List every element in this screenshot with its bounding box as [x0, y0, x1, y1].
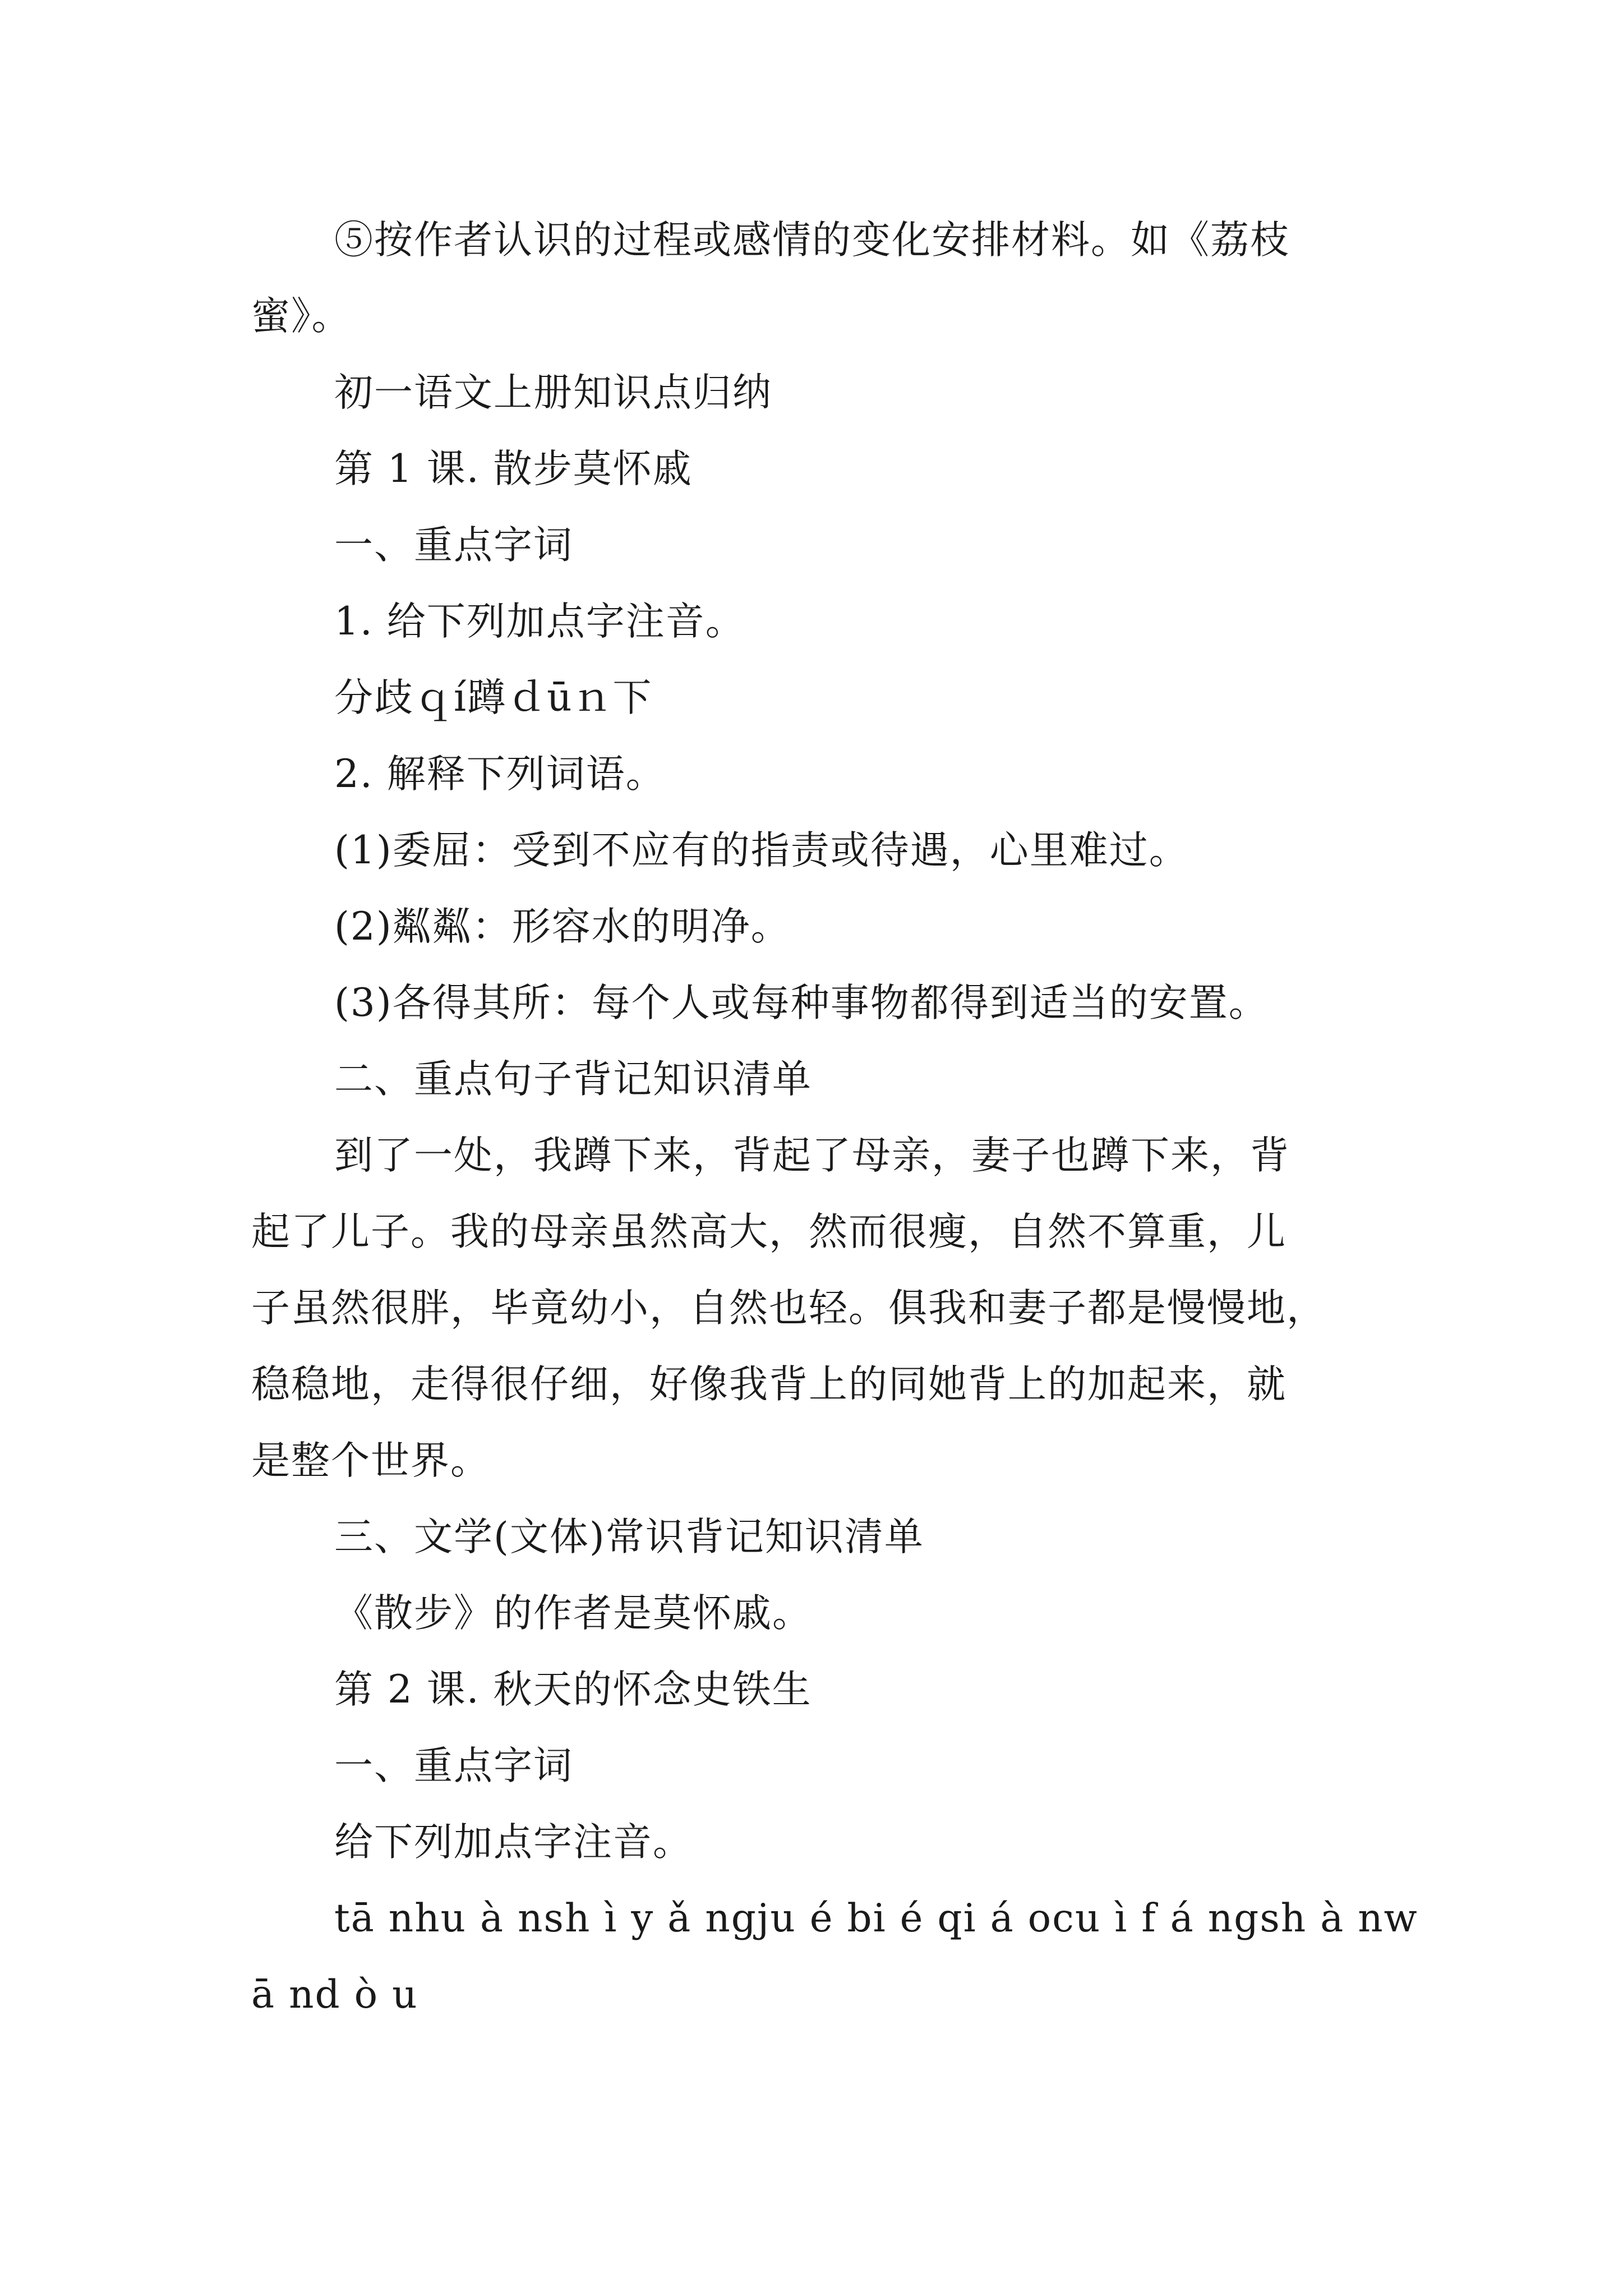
- subsection-heading: 一、重点字词: [334, 1743, 573, 1788]
- text-line: ⑤按作者认识的过程或感情的变化安排材料。如《荔枝: [334, 218, 1290, 263]
- definition-item: (1)委屈：受到不应有的指责或待遇，心里难过。: [334, 828, 1189, 873]
- text-line: 蜜》。: [251, 294, 352, 339]
- question: 给下列加点字注音。: [334, 1820, 693, 1865]
- author-note: 《散步》的作者是莫怀戚。: [334, 1591, 812, 1636]
- definition-item: (3)各得其所：每个人或每种事物都得到适当的安置。: [334, 981, 1269, 1025]
- text-line: 起了儿子。我的母亲虽然高大，然而很瘦，自然不算重，儿: [251, 1209, 1287, 1254]
- text-line: 是整个世界。: [251, 1438, 490, 1483]
- document-body: [251, 202, 1418, 2033]
- text-line: tā nhu à nsh ì y ǎ ngju é bi é qi á ocu ì f á ngsh à nw: [334, 1896, 1418, 1941]
- lesson-title: 第 1 课. 散步莫怀戚: [334, 447, 693, 491]
- definition-item: (2)粼粼：形容水的明净。: [334, 904, 791, 949]
- subsection-heading: 一、重点字词: [334, 523, 573, 568]
- text-line: 到了一处，我蹲下来，背起了母亲，妻子也蹲下来，背: [334, 1133, 1290, 1178]
- paragraph-material-arrangement: [251, 202, 1378, 355]
- subsection-heading: 二、重点句子背记知识清单: [334, 1057, 812, 1102]
- section-heading: 初一语文上册知识点归纳: [334, 370, 772, 415]
- question: 2. 解释下列词语。: [334, 752, 666, 797]
- lesson-title: 第 2 课. 秋天的怀念史铁生: [334, 1667, 812, 1712]
- text-line: ā nd ò u: [251, 1972, 418, 2017]
- subsection-heading: 三、文学(文体)常识背记知识清单: [334, 1515, 924, 1559]
- paragraph-pinyin: [251, 1880, 1418, 2033]
- answer: 分歧ｑí蹲ｄūｎ下: [334, 675, 653, 720]
- paragraph-key-sentences: [251, 1117, 1378, 1499]
- text-line: 子虽然很胖，毕竟幼小，自然也轻。俱我和妻子都是慢慢地，: [251, 1286, 1326, 1331]
- text-line: 稳稳地，走得很仔细，好像我背上的同她背上的加起来，就: [251, 1362, 1287, 1407]
- question: 1. 给下列加点字注音。: [334, 599, 745, 644]
